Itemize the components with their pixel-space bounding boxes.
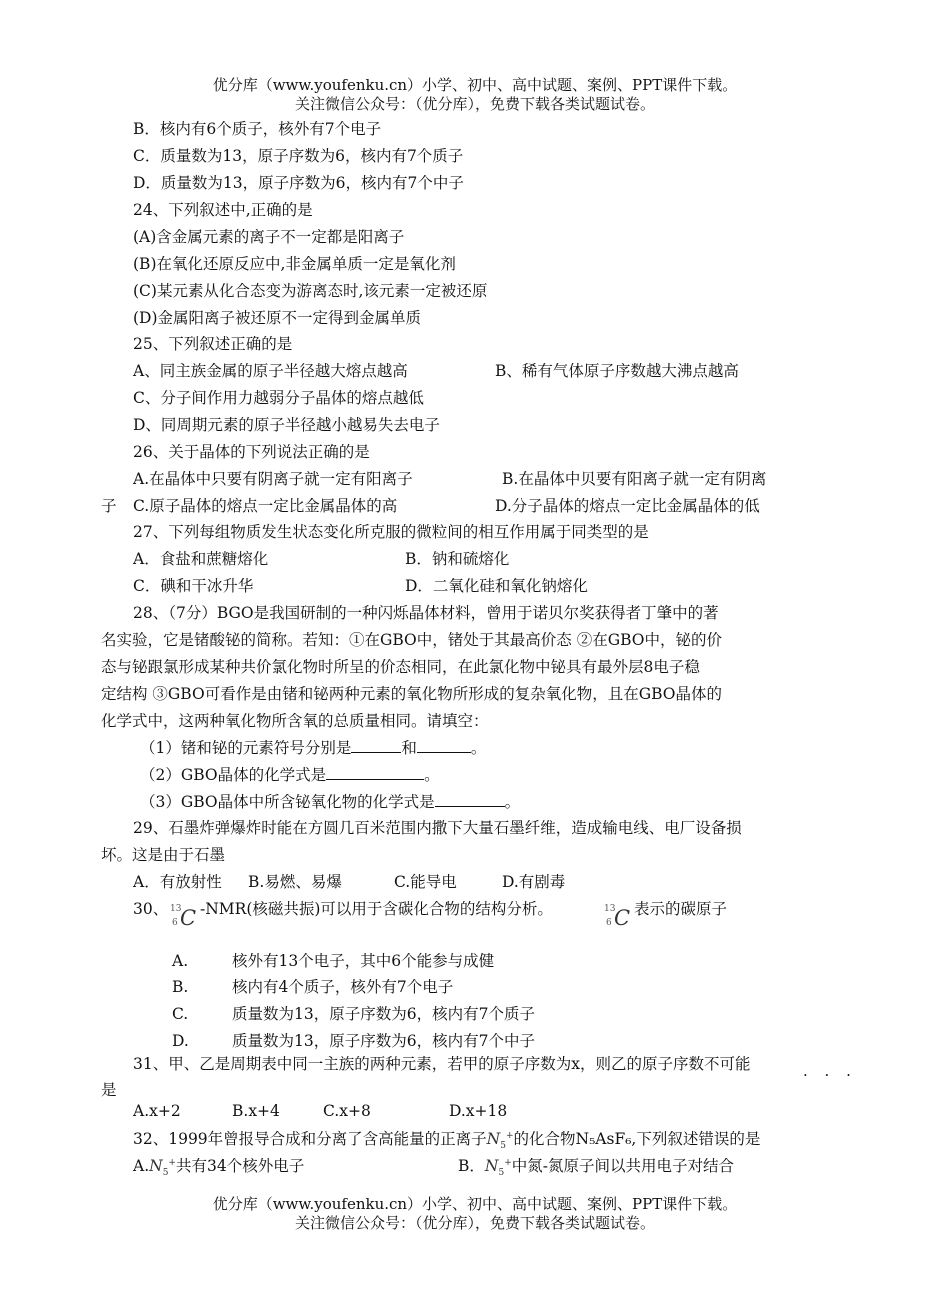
- q31-option-d: D.x+18: [449, 1102, 508, 1120]
- q28-sub-1-text: （1）锗和铋的元素符号分别是: [140, 739, 352, 757]
- q25-stem: 25、下列叙述正确的是: [133, 335, 293, 353]
- footer-line-1: 优分库（www.youfenku.cn）小学、初中、高中试题、案例、PPT课件下载。: [212, 1195, 738, 1213]
- iso-element: C: [614, 906, 631, 930]
- q28-sub-3-end: 。: [504, 793, 521, 811]
- q26-stem: 26、关于晶体的下列说法正确的是: [133, 443, 370, 461]
- q25-option-d: D、同周期元素的原子半径越小越易失去电子: [133, 416, 440, 434]
- q30-num: 30、: [133, 900, 169, 918]
- option-text: 质量数为13，原子序数为6，核内有7个质子: [232, 1005, 535, 1023]
- q24-option-b: (B)在氧化还原反应中,非金属单质一定是氧化剂: [133, 255, 456, 273]
- ion-sup: +: [505, 1131, 514, 1141]
- q28-line-1: 28、（7分）BGO是我国研制的一种闪烁晶体材料，曾用于诺贝尔奖获得者丁肇中的著: [133, 604, 719, 622]
- q32-stem-pre: 32、1999年曾报导合成和分离了含高能量的正离子: [133, 1130, 487, 1149]
- iso-mass: 13: [604, 904, 616, 914]
- q26-option-d: D.分子晶体的熔点一定比金属晶体的低: [495, 497, 760, 515]
- q31-option-c: C.x+8: [323, 1102, 371, 1120]
- header-line-1: 优分库（www.youfenku.cn）小学、初中、高中试题、案例、PPT课件下载。: [212, 76, 738, 94]
- q32-option-b: [458, 1153, 734, 1183]
- iso-element: C: [180, 906, 197, 930]
- q28-line-2: 名实验，它是锗酸铋的简称。若知：①在GBO中，锗处于其最高价态 ②在GBO中，铋的价: [101, 631, 722, 649]
- iso-mass: 13: [170, 904, 182, 914]
- q29-line-2: 坏。这是由于石墨: [101, 846, 226, 864]
- q31-line-1: 31、甲、乙是周期表中同一主族的两种元素，若甲的原子序数为x，则乙的原子序数不可能: [133, 1055, 751, 1073]
- ion-sup: +: [168, 1158, 176, 1168]
- ion-element: N: [149, 1157, 163, 1176]
- q31-option-b: B.x+4: [232, 1102, 280, 1120]
- option-text: 共有34个核外电子: [175, 1157, 305, 1176]
- q28-line-4: 定结构 ③GBO可看作是由锗和铋两种元素的氧化物所形成的复杂氧化物，且在GBO晶体的: [101, 685, 722, 703]
- q23-option-d: D．质量数为13，原子序数为6，核内有7个中子: [133, 174, 464, 192]
- ion-sub: 5: [500, 1141, 506, 1152]
- option-letter: C.: [172, 1005, 189, 1023]
- header-line-2: 关注微信公众号：（优分库），免费下载各类试题试卷。: [294, 95, 655, 113]
- emphasis-dots: · · ·: [803, 1066, 857, 1084]
- option-text: 核内有4个质子，核外有7个电子: [232, 978, 454, 996]
- option-text: 核外有13个电子，其中6个能参与成健: [232, 952, 495, 970]
- q24-option-a: (A)含金属元素的离子不一定都是阳离子: [133, 228, 405, 246]
- q27-option-b: B．钠和硫熔化: [405, 550, 510, 568]
- ion-sup: +: [504, 1158, 512, 1168]
- q29-option-b: B.易燃、易爆: [248, 873, 342, 891]
- answer-blank-3[interactable]: [326, 765, 424, 780]
- ion-sub: 5: [162, 1168, 169, 1179]
- q30-option-c: [172, 1004, 535, 1024]
- q28-line-5: 化学式中，这两种氧化物所含氧的总质量相同。请填空：: [101, 712, 489, 730]
- carbon-13-isotope-2: [604, 906, 630, 930]
- q30-stem-end: 表示的碳原子: [634, 900, 728, 918]
- option-text: 质量数为13，原子序数为6，核内有7个中子: [232, 1032, 535, 1050]
- answer-blank-1[interactable]: [351, 738, 401, 753]
- q30-option-d: [172, 1031, 535, 1051]
- q29-line-1: 29、石墨炸弹爆炸时能在方圆几百米范围内撒下大量石墨纤维，造成输电线、电厂设备损: [133, 819, 742, 837]
- q27-option-a: A．食盐和蔗糖熔化: [133, 550, 269, 568]
- ion-sub: 5: [498, 1168, 505, 1179]
- q28-line-3: 态与铋跟氯形成某种共价氯化物时所呈的价态相同，在此氯化物中铋具有最外层8电子稳: [101, 658, 700, 676]
- answer-blank-4[interactable]: [435, 792, 505, 807]
- q27-option-d: D．二氧化硅和氧化钠熔化: [405, 577, 588, 595]
- q30-option-a: [172, 951, 494, 971]
- q31-line-2: 是: [101, 1081, 117, 1099]
- q28-sub-1: [140, 738, 486, 758]
- option-letter: B.: [172, 978, 189, 996]
- q32-option-a: [133, 1153, 304, 1183]
- q29-option-c: C.能导电: [394, 873, 457, 891]
- q25-option-a: A、同主族金属的原子半径越大熔点越高: [133, 362, 408, 380]
- q28-sub-2: [140, 765, 440, 785]
- option-letter: A.: [172, 952, 189, 970]
- q27-option-c: C．碘和干冰升华: [133, 577, 254, 595]
- q28-sub-1-end: 。: [470, 739, 487, 757]
- n5-cation-formula: [486, 1130, 514, 1152]
- n5-cation-formula: [484, 1157, 512, 1179]
- option-letter: D.: [172, 1032, 189, 1050]
- q26-option-b: B.在晶体中贝要有阳离子就一定有阴离: [502, 470, 767, 488]
- iso-z: 6: [172, 918, 178, 928]
- q26-option-a: A.在晶体中只要有阴离子就一定有阳离子: [133, 470, 413, 488]
- footer-line-2: 关注微信公众号：（优分库），免费下载各类试题试卷。: [294, 1214, 655, 1232]
- q25-option-b: B、稀有气体原子序数越大沸点越高: [495, 362, 739, 380]
- q23-option-b: B．核内有6个质子，核外有7个电子: [133, 120, 382, 138]
- q24-stem: 24、下列叙述中,正确的是: [133, 201, 313, 219]
- option-letter: A.: [133, 1157, 150, 1176]
- q27-stem: 27、下列每组物质发生状态变化所克服的微粒间的相互作用属于同类型的是: [133, 523, 649, 541]
- q30-stem-mid: -NMR(核磁共振)可以用于含碳化合物的结构分析。: [200, 900, 553, 918]
- n5-cation-formula: [149, 1157, 176, 1179]
- iso-z: 6: [606, 918, 612, 928]
- ion-element: N: [484, 1157, 499, 1176]
- q28-sub-2-text: （2）GBO晶体的化学式是: [140, 766, 327, 784]
- q24-option-d: (D)金属阳离子被还原不一定得到金属单质: [133, 309, 422, 327]
- q29-option-a: A．有放射性: [133, 873, 222, 891]
- option-letter: B．: [458, 1157, 485, 1176]
- q26-option-b-tail: 子: [101, 497, 117, 515]
- q28-sub-3-text: （3）GBO晶体中所含铋氧化物的化学式是: [140, 793, 435, 811]
- q23-option-c: C．质量数为13，原子序数为6，核内有7个质子: [133, 147, 464, 165]
- option-text: 中氮-氮原子间以共用电子对结合: [511, 1157, 734, 1176]
- q28-sub-2-end: 。: [424, 766, 440, 784]
- q28-sub-3: [140, 792, 520, 812]
- q29-option-d: D.有剧毒: [502, 873, 566, 891]
- q24-option-c: (C)某元素从化合态变为游离态时,该元素一定被还原: [133, 282, 488, 300]
- q32-stem: [133, 1126, 760, 1156]
- q25-option-c: C、分子间作用力越弱分子晶体的熔点越低: [133, 389, 424, 407]
- q31-option-a: A.x+2: [133, 1102, 181, 1120]
- ion-element: N: [486, 1130, 501, 1149]
- carbon-13-isotope-1: [170, 906, 196, 930]
- q30-option-b: [172, 977, 453, 997]
- q26-option-c: C.原子晶体的熔点一定比金属晶体的高: [133, 497, 398, 515]
- q32-stem-post: 的化合物N₅AsF₆,下列叙述错误的是: [513, 1130, 761, 1149]
- q28-sub-1-and: 和: [401, 739, 417, 757]
- answer-blank-2[interactable]: [417, 738, 471, 753]
